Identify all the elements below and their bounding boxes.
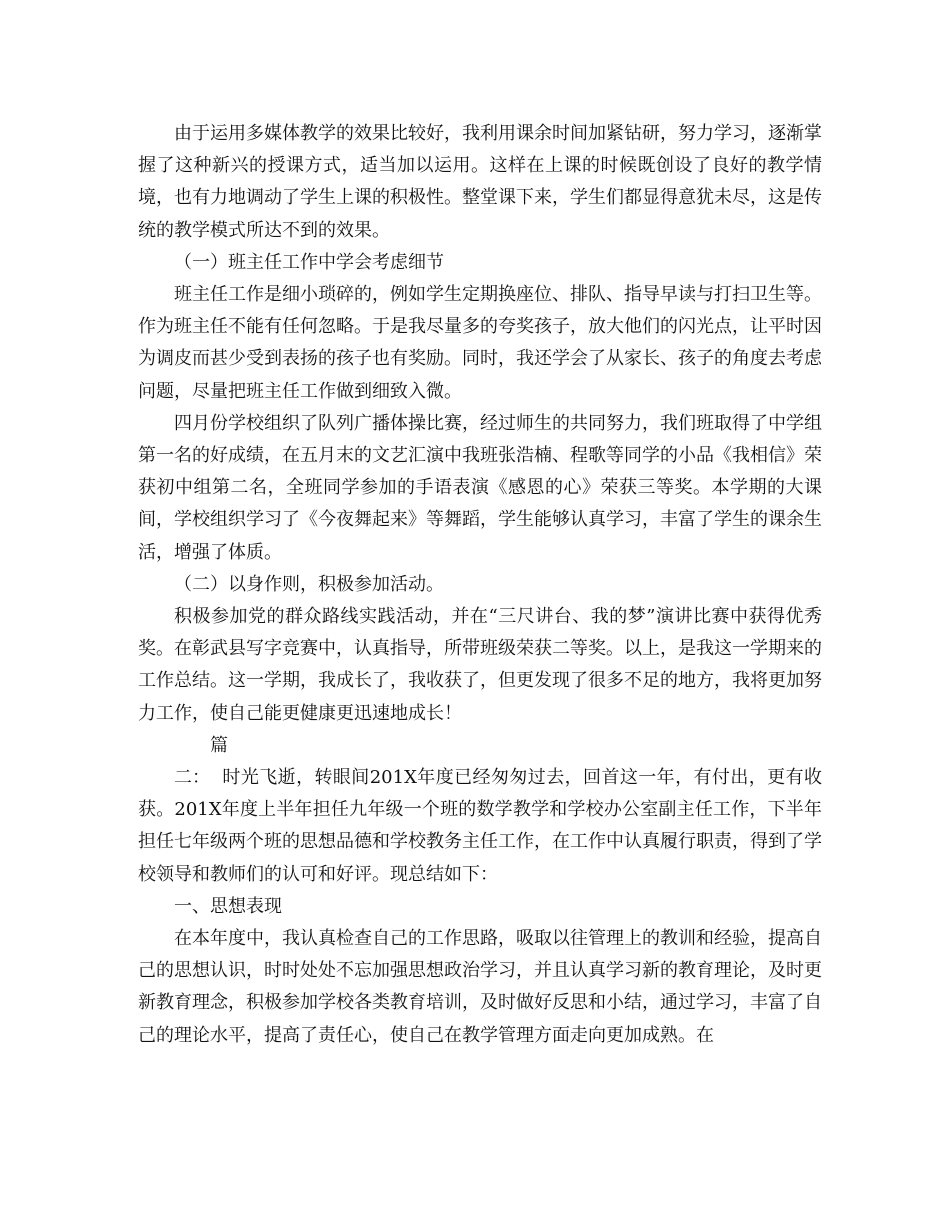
paragraph-part-two — [138, 730, 822, 891]
section-heading-class-teacher-details: （一）班主任工作中学会考虑细节 — [174, 251, 444, 273]
paragraph-ideology: 在本年度中，我认真检查自己的工作思路，吸取以往管理上的教训和经验，提高自己的思想认识，时时处处不忘加强思想政治学习，并且认真学习新的教育理论，及时更新教育理念，积极参加学校各类教育培训，及时做好反思和小结，通过学习，丰富了自己的理论水平，提高了责任心，使自己在教学管理方面走向更加成熟。在 — [138, 928, 822, 1046]
section-heading-lead-by-example: （二）以身作则，积极参加活动。 — [174, 573, 444, 595]
part-two-label: 篇二： — [174, 734, 228, 789]
paragraph-activities-summary: 积极参加党的群众路线实践活动，并在“三尺讲台、我的梦”演讲比赛中获得优秀奖。在彰武县写字竞赛中，认真指导，所带班级荣获二等奖。以上，是我这一学期来的工作总结。这一学期，我成长了，我收获了，但更发现了很多不足的地方，我将更加努力工作，使自己能更健康更迅速地成长！ — [138, 606, 822, 724]
document-body — [138, 118, 822, 1052]
part-two-text: 时光飞逝，转眼间201X年度已经匆匆过去，回首这一年，有付出，更有收获。201X年度上半年担任九年级一个班的数学教学和学校办公室副主任工作，下半年担任七年级两个班的思想品德和学校教务主任工作，在工作中认真履行职责，得到了学校领导和教师们的认可和好评。现总结如下： — [138, 767, 822, 885]
section-heading-ideology: 一、思想表现 — [174, 895, 282, 917]
paragraph-multimedia-teaching: 由于运用多媒体教学的效果比较好，我利用课余时间加紧钻研，努力学习，逐渐掌握了这种新兴的授课方式，适当加以运用。这样在上课的时候既创设了良好的教学情境，也有力地调动了学生上课的积极性。整堂课下来，学生们都显得意犹未尽，这是传统的教学模式所达不到的效果。 — [138, 123, 822, 241]
paragraph-competitions: 四月份学校组织了队列广播体操比赛，经过师生的共同努力，我们班取得了中学组第一名的好成绩，在五月末的文艺汇演中我班张浩楠、程歌等同学的小品《我相信》荣获初中组第二名，全班同学参加的手语表演《感恩的心》荣获三等奖。本学期的大课间，学校组织学习了《今夜舞起来》等舞蹈，学生能够认真学习，丰富了学生的课余生活，增强了体质。 — [138, 412, 822, 563]
paragraph-class-teacher-work: 班主任工作是细小琐碎的，例如学生定期换座位、排队、指导早读与打扫卫生等。作为班主任不能有任何忽略。于是我尽量多的夸奖孩子，放大他们的闪光点，让平时因为调皮而甚少受到表扬的孩子也有奖励。同时，我还学会了从家长、孩子的角度去考虑问题，尽量把班主任工作做到细致入微。 — [138, 284, 822, 402]
